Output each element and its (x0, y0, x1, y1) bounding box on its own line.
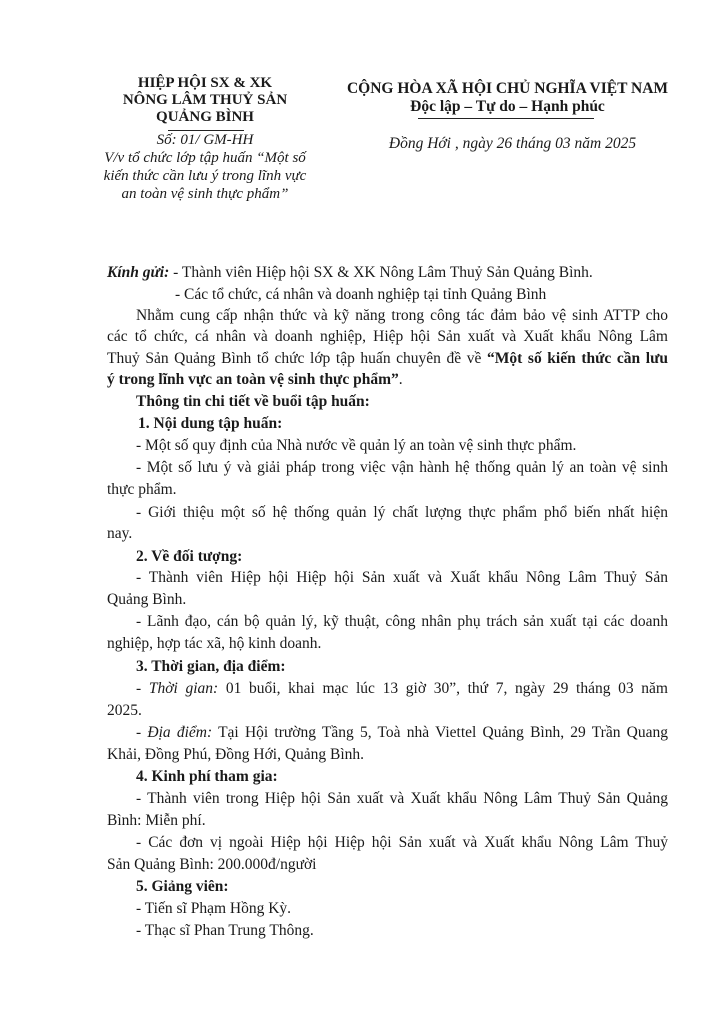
section2-item1-line2: Quảng Bình. (107, 591, 187, 608)
section3-time-line2: 2025. (107, 702, 142, 719)
section4-heading: 4. Kinh phí tham gia: (136, 768, 278, 785)
org-name-line3: QUẢNG BÌNH (156, 109, 254, 125)
intro-line2: các tổ chức, cá nhân và doanh nghiệp, Hiệp hội Sản xuất và Xuất khẩu Nông Lâm (107, 328, 668, 345)
intro-line1: Nhằm cung cấp nhận thức và kỹ năng trong công tác đảm bảo vệ sinh ATTP cho (136, 307, 668, 324)
details-heading: Thông tin chi tiết về buổi tập huấn: (136, 393, 370, 410)
intro-line3-bold: “Một số kiến thức cần lưu (487, 350, 668, 367)
section5-item2: - Thạc sĩ Phan Trung Thông. (136, 922, 314, 939)
intro-line4-bold: ý trong lĩnh vực an toàn vệ sinh thực phẩm” (107, 371, 399, 388)
recipients-label: Kính gửi: (107, 264, 170, 281)
section1-item2-line1: - Một số lưu ý và giải pháp trong việc vận hành hệ thống quản lý an toàn vệ sinh (136, 459, 668, 476)
national-motto: Độc lập – Tự do – Hạnh phúc (410, 98, 605, 115)
recipient-1: - Thành viên Hiệp hội SX & XK Nông Lâm Thuỷ Sản Quảng Bình. (169, 264, 593, 281)
section1-item3-line1: - Giới thiệu một số hệ thống quản lý chất lượng thực phẩm phổ biến nhất hiện (136, 504, 668, 521)
recipient-2: - Các tổ chức, cá nhân và doanh nghiệp tại tỉnh Quảng Bình (175, 286, 547, 303)
intro-line4-plain: . (398, 371, 403, 388)
time-value: 01 buổi, khai mạc lúc 13 giờ 30”, thứ 7, ngày 29 tháng 03 năm (218, 680, 668, 697)
section1-item1: - Một số quy định của Nhà nước về quản lý an toàn vệ sinh thực phẩm. (136, 437, 577, 454)
intro-line3-plain: Thuỷ Sản Quảng Bình tổ chức lớp tập huấn chuyên đề về (107, 350, 488, 367)
place-date: Đồng Hới , ngày 26 tháng 03 năm 2025 (388, 135, 637, 152)
section2-heading: 2. Về đối tượng: (136, 548, 243, 565)
section5-heading: 5. Giảng viên: (136, 878, 229, 895)
section3-place-line2: Khải, Đồng Phú, Đồng Hới, Quảng Bình. (107, 746, 365, 763)
country-name: CỘNG HÒA XÃ HỘI CHỦ NGHĨA VIỆT NAM (346, 80, 669, 97)
intro-line3 (107, 348, 668, 369)
place-value: Tại Hội trường Tầng 5, Toà nhà Viettel Quảng Bình, 29 Trần Quang (212, 724, 668, 741)
time-label: - Thời gian: (136, 680, 219, 697)
place-label: - Địa điểm: (136, 724, 213, 741)
subject-line1: V/v tổ chức lớp tập huấn “Một số (104, 150, 306, 166)
section4-item1-line2: Bình: Miễn phí. (107, 812, 206, 829)
section4-item1-line1: - Thành viên trong Hiệp hội Sản xuất và Xuất khẩu Nông Lâm Thuỷ Sản Quảng (136, 790, 668, 807)
section4-item2-line1: - Các đơn vị ngoài Hiệp hội Hiệp hội Sản xuất và Xuất khẩu Nông Lâm Thuỷ (136, 834, 668, 851)
section2-item2-line1: - Lãnh đạo, cán bộ quản lý, kỹ thuật, công nhân phụ trách sản xuất tại các doanh (136, 613, 668, 630)
recipients-line1 (107, 262, 593, 283)
section1-item2-line2: thực phẩm. (107, 481, 177, 498)
org-name-line2: NÔNG LÂM THUỶ SẢN (122, 92, 288, 108)
section1-heading: 1. Nội dung tập huấn: (138, 415, 283, 432)
intro-line4 (107, 369, 403, 390)
section4-item2-line2: Sản Quảng Bình: 200.000đ/người (107, 856, 317, 873)
section1-item3-line2: nay. (107, 525, 133, 542)
section3-place-line1 (136, 722, 668, 743)
motto-underline (418, 118, 594, 119)
subject-line3: an toàn vệ sinh thực phẩm” (121, 186, 289, 202)
section2-item2-line2: nghiệp, hợp tác xã, hộ kinh doanh. (107, 635, 322, 652)
section2-item1-line1: - Thành viên Hiệp hội Hiệp hội Sản xuất và Xuất khẩu Nông Lâm Thuỷ Sản (136, 569, 668, 586)
subject-line2: kiến thức cần lưu ý trong lĩnh vực (103, 168, 307, 184)
section3-heading: 3. Thời gian, địa điểm: (136, 658, 286, 675)
section5-item1: - Tiến sĩ Phạm Hồng Kỳ. (136, 900, 292, 917)
document-number: Số: 01/ GM-HH (156, 132, 254, 148)
org-name-line1: HIỆP HỘI SX & XK (137, 75, 273, 91)
section3-time-line1 (136, 678, 668, 699)
